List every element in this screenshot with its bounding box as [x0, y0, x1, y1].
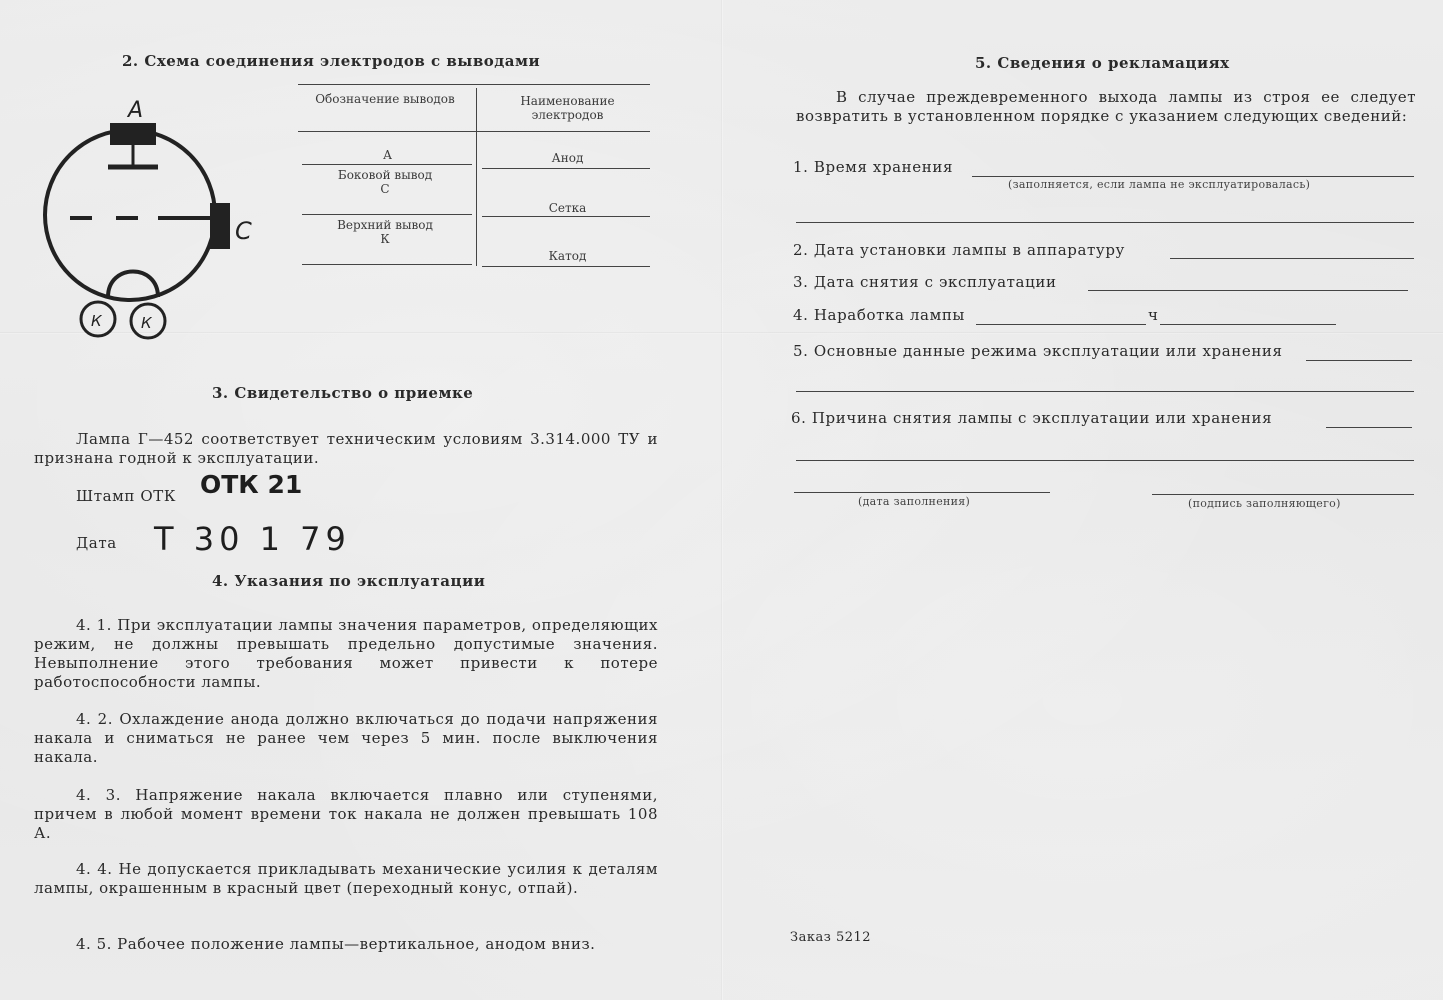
table-cell-electrode: Анод [551, 151, 584, 165]
field-line [1170, 258, 1414, 259]
section2-title: 2. Схема соединения электродов с выводами [122, 52, 541, 70]
table-rule [302, 214, 472, 215]
field-unit-hours: ч [1148, 306, 1159, 324]
field-line [1326, 427, 1412, 428]
signature-date-note: (дата заполнения) [858, 495, 971, 508]
field-line [796, 460, 1414, 461]
field-line [976, 324, 1146, 325]
fold-line-vertical [721, 0, 723, 1000]
field-line [796, 391, 1414, 392]
field-label-operating-data: 5. Основные данные режима эксплуатации или хранения [793, 342, 1283, 360]
grid-label: С [235, 217, 252, 245]
field-line [1306, 360, 1412, 361]
table-rule [298, 84, 650, 85]
field-label-removal-date: 3. Дата снятия с эксплуатации [793, 273, 1057, 291]
table-rule [302, 164, 472, 165]
table-header-pins: Обозначение выводов [315, 92, 455, 106]
table-rule [302, 264, 472, 265]
order-number: Заказ 5212 [790, 930, 872, 945]
field-label-operating-hours: 4. Наработка лампы [793, 306, 965, 324]
field-label-storage-time: 1. Время хранения [793, 158, 954, 176]
field-note: (заполняется, если лампа не эксплуатировалась) [1008, 178, 1311, 191]
table-cell-electrode: Сетка [548, 201, 587, 215]
table-rule [298, 131, 650, 132]
otk-stamp: ОТК 21 [200, 470, 303, 499]
signature-date-line [794, 492, 1050, 493]
cathode-loop [108, 272, 158, 298]
table-rule [482, 266, 650, 267]
table-cell-pin: А [382, 148, 393, 162]
section4-title: 4. Указания по эксплуатации [212, 572, 486, 590]
date-stamp: Т 30 1 79 [154, 520, 351, 558]
instruction-item: 4. 5. Рабочее положение лампы—вертикальное, анодом вниз. [76, 935, 596, 953]
acceptance-text: Лампа Г—452 соответствует техническим условиям 3.314.000 ТУ и признана годной к эксплуатации. [34, 430, 658, 467]
field-line [1160, 324, 1336, 325]
table-cell-pin: Верхний вывод К [337, 218, 433, 246]
table-cell-pin: Боковой вывод С [337, 168, 433, 196]
tube-pin-diagram [30, 85, 290, 345]
anode-label: А [128, 98, 144, 123]
instruction-item: 4. 1. При эксплуатации лампы значения параметров, определяющих режим, не должны превышать предельно допустимые значения. Невыполнение этого требования может привести к потере работоспособности лампы. [34, 616, 658, 691]
table-header-electrodes: Наименование электродов [520, 94, 615, 122]
instruction-item: 4. 3. Напряжение накала включается плавно или ступенями, причем в любой момент времени ток накала не должен превышать 108 А. [34, 786, 658, 842]
table-divider [476, 88, 477, 266]
field-line [796, 222, 1414, 223]
signature-line [1152, 494, 1414, 495]
table-rule [482, 168, 650, 169]
section3-title: 3. Свидетельство о приемке [212, 384, 474, 402]
cathode-label-right: К [141, 314, 152, 332]
instruction-item: 4. 2. Охлаждение анода должно включаться до подачи напряжения накала и сниматься не ранее чем через 5 мин. после выключения накала. [34, 710, 658, 766]
stamp-label: Штамп ОТК [76, 487, 177, 505]
section5-title: 5. Сведения о рекламациях [975, 54, 1230, 72]
instruction-item: 4. 4. Не допускается прикладывать механические усилия к деталям лампы, окрашенным в красный цвет (переходный конус, отпай). [34, 860, 658, 897]
table-rule [482, 216, 650, 217]
field-line [1088, 290, 1408, 291]
cathode-label-left: К [91, 312, 102, 330]
field-label-install-date: 2. Дата установки лампы в аппаратуру [793, 241, 1125, 259]
anode-pin [110, 123, 156, 145]
claims-intro: В случае преждевременного выхода лампы из строя ее следует возвратить в установленном порядке с указанием следующих сведений: [796, 88, 1416, 125]
table-cell-electrode: Катод [548, 249, 587, 263]
grid-pin [210, 203, 230, 249]
field-label-removal-reason: 6. Причина снятия лампы с эксплуатации или хранения [791, 409, 1273, 427]
date-label: Дата [76, 534, 117, 552]
signature-note: (подпись заполняющего) [1188, 497, 1341, 510]
field-line [972, 176, 1414, 177]
tube-envelope [45, 130, 215, 300]
